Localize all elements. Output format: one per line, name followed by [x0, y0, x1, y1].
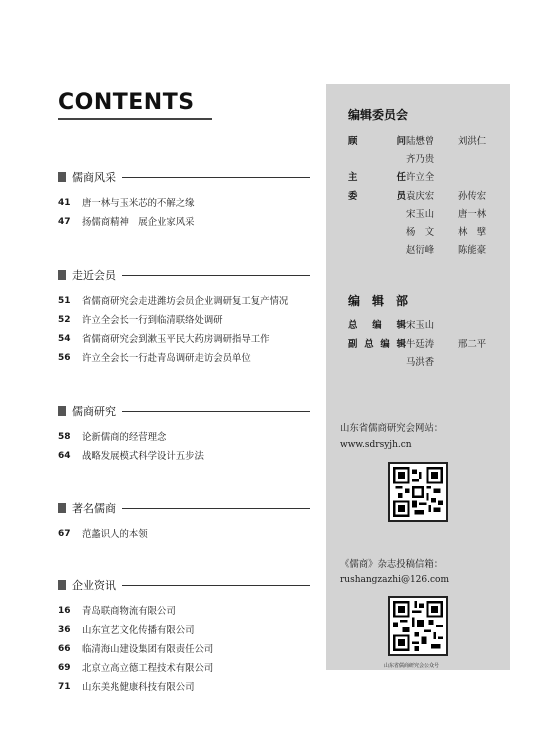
website-url[interactable]: www.sdrsyjh.cn — [340, 440, 412, 450]
section-marker-icon — [58, 270, 66, 280]
website-label: 山东省儒商研究会网站： — [340, 423, 444, 434]
entry-page: 69 — [58, 663, 71, 673]
entry-page: 47 — [58, 217, 71, 227]
submission-email[interactable]: rushangzazhi@126.com — [340, 575, 449, 585]
toc-entry[interactable] — [58, 678, 310, 697]
toc-entry[interactable] — [58, 621, 310, 640]
person-name: 宋玉山 — [406, 320, 435, 331]
section-marker-icon — [58, 503, 66, 513]
role-names — [406, 336, 510, 372]
committee-role-row — [348, 133, 510, 169]
entry-title: 唐一林与玉米芯的不解之缘 — [82, 198, 195, 209]
toc-entry[interactable] — [58, 311, 310, 330]
committee-role-row — [348, 169, 510, 187]
person-name: 宋玉山 — [406, 209, 435, 220]
entry-page: 66 — [58, 644, 71, 654]
toc-entry[interactable] — [58, 525, 310, 544]
person-name: 孙传宏 — [458, 191, 487, 202]
person-name: 马洪香 — [406, 357, 435, 368]
toc-section — [58, 578, 310, 697]
entry-title: 扬儒商精神 展企业家风采 — [82, 217, 195, 228]
toc-entry[interactable] — [58, 447, 310, 466]
person-name: 齐乃贵 — [406, 154, 435, 165]
entry-title: 战略发展模式科学设计五步法 — [82, 451, 204, 462]
person-name: 陈能豪 — [458, 245, 487, 256]
toc-section — [58, 501, 310, 544]
entry-page: 64 — [58, 451, 71, 461]
section-header — [58, 170, 310, 184]
entry-page: 54 — [58, 334, 71, 344]
entry-page: 56 — [58, 353, 71, 363]
toc-entry[interactable] — [58, 292, 310, 311]
person-name: 刘洪仁 — [458, 136, 487, 147]
section-marker-icon — [58, 406, 66, 416]
qr-code-icon[interactable] — [388, 596, 448, 656]
section-header — [58, 501, 310, 515]
toc-entry[interactable] — [58, 213, 310, 232]
person-name: 陆懋曾 — [406, 136, 435, 147]
section-divider — [122, 275, 310, 276]
section-divider — [122, 177, 310, 178]
entry-title: 青岛联商物流有限公司 — [82, 606, 176, 617]
entry-title: 许立全会长一行到临清联络处调研 — [82, 315, 223, 326]
toc-entry[interactable] — [58, 659, 310, 678]
person-name: 林 擘 — [458, 227, 487, 238]
section-divider — [122, 585, 310, 586]
section-divider — [122, 411, 310, 412]
toc-entry[interactable] — [58, 602, 310, 621]
toc-section — [58, 404, 310, 466]
role-names — [406, 169, 510, 187]
qr-code-icon[interactable] — [388, 462, 448, 522]
section-marker-icon — [58, 172, 66, 182]
toc-entry[interactable] — [58, 428, 310, 447]
section-title: 儒商研究 — [72, 405, 116, 418]
toc-entry[interactable] — [58, 349, 310, 368]
department-role-row — [348, 317, 510, 335]
section-header — [58, 268, 310, 282]
entry-title: 北京立高立德工程技术有限公司 — [82, 663, 214, 674]
section-marker-icon — [58, 580, 66, 590]
section-title: 走近会员 — [72, 269, 116, 282]
role-label: 副总编辑 — [348, 339, 406, 350]
section-divider — [122, 508, 310, 509]
toc-entry[interactable] — [58, 194, 310, 213]
editorial-department-title: 编 辑 部 — [348, 294, 409, 308]
page-title: CONTENTS — [58, 90, 195, 115]
committee-role-row — [348, 188, 510, 260]
entry-title: 范蠡识人的本领 — [82, 529, 148, 540]
section-header — [58, 578, 310, 592]
entry-title: 许立全会长一行赴青岛调研走访会员单位 — [82, 353, 251, 364]
role-label: 主 任 — [348, 172, 406, 183]
person-name: 唐一林 — [458, 209, 487, 220]
qr-caption: 山东省儒商研究会公众号 — [384, 663, 440, 669]
role-names — [406, 317, 510, 335]
person-name: 邢二平 — [458, 339, 487, 350]
entry-page: 41 — [58, 198, 71, 208]
entry-title: 省儒商研究会走进潍坊会员企业调研复工复产情况 — [82, 296, 289, 307]
entry-title: 省儒商研究会到漱玉平民大药房调研指导工作 — [82, 334, 270, 345]
section-header — [58, 404, 310, 418]
role-label: 委 员 — [348, 191, 406, 202]
masthead-panel — [326, 84, 510, 670]
toc-entry[interactable] — [58, 640, 310, 659]
entry-page: 71 — [58, 682, 71, 692]
entry-page: 16 — [58, 606, 71, 616]
entry-title: 山东宣艺文化传播有限公司 — [82, 625, 195, 636]
person-name: 杨 文 — [406, 227, 435, 238]
entry-title: 临清海山建设集团有限责任公司 — [82, 644, 214, 655]
submission-label: 《儒商》杂志投稿信箱： — [340, 559, 444, 570]
entry-page: 67 — [58, 529, 71, 539]
toc-section — [58, 170, 310, 232]
entry-title: 山东美兆健康科技有限公司 — [82, 682, 195, 693]
person-name: 赵衍峰 — [406, 245, 435, 256]
entry-title: 论新儒商的经营理念 — [82, 432, 167, 443]
toc-section — [58, 268, 310, 368]
editorial-committee-title: 编辑委员会 — [348, 108, 409, 122]
entry-page: 51 — [58, 296, 71, 306]
person-name: 牛廷涛 — [406, 339, 435, 350]
role-label: 总 编 辑 — [348, 320, 406, 331]
entry-page: 36 — [58, 625, 71, 635]
role-names — [406, 188, 510, 260]
toc-entry[interactable] — [58, 330, 310, 349]
title-rule — [58, 118, 212, 120]
section-title: 著名儒商 — [72, 502, 116, 515]
department-role-row — [348, 336, 510, 372]
entry-page: 52 — [58, 315, 71, 325]
section-title: 企业资讯 — [72, 579, 116, 592]
role-label: 顾 问 — [348, 136, 406, 147]
person-name: 许立全 — [406, 172, 435, 183]
entry-page: 58 — [58, 432, 71, 442]
person-name: 袁庆宏 — [406, 191, 435, 202]
section-title: 儒商风采 — [72, 171, 116, 184]
role-names — [406, 133, 510, 169]
